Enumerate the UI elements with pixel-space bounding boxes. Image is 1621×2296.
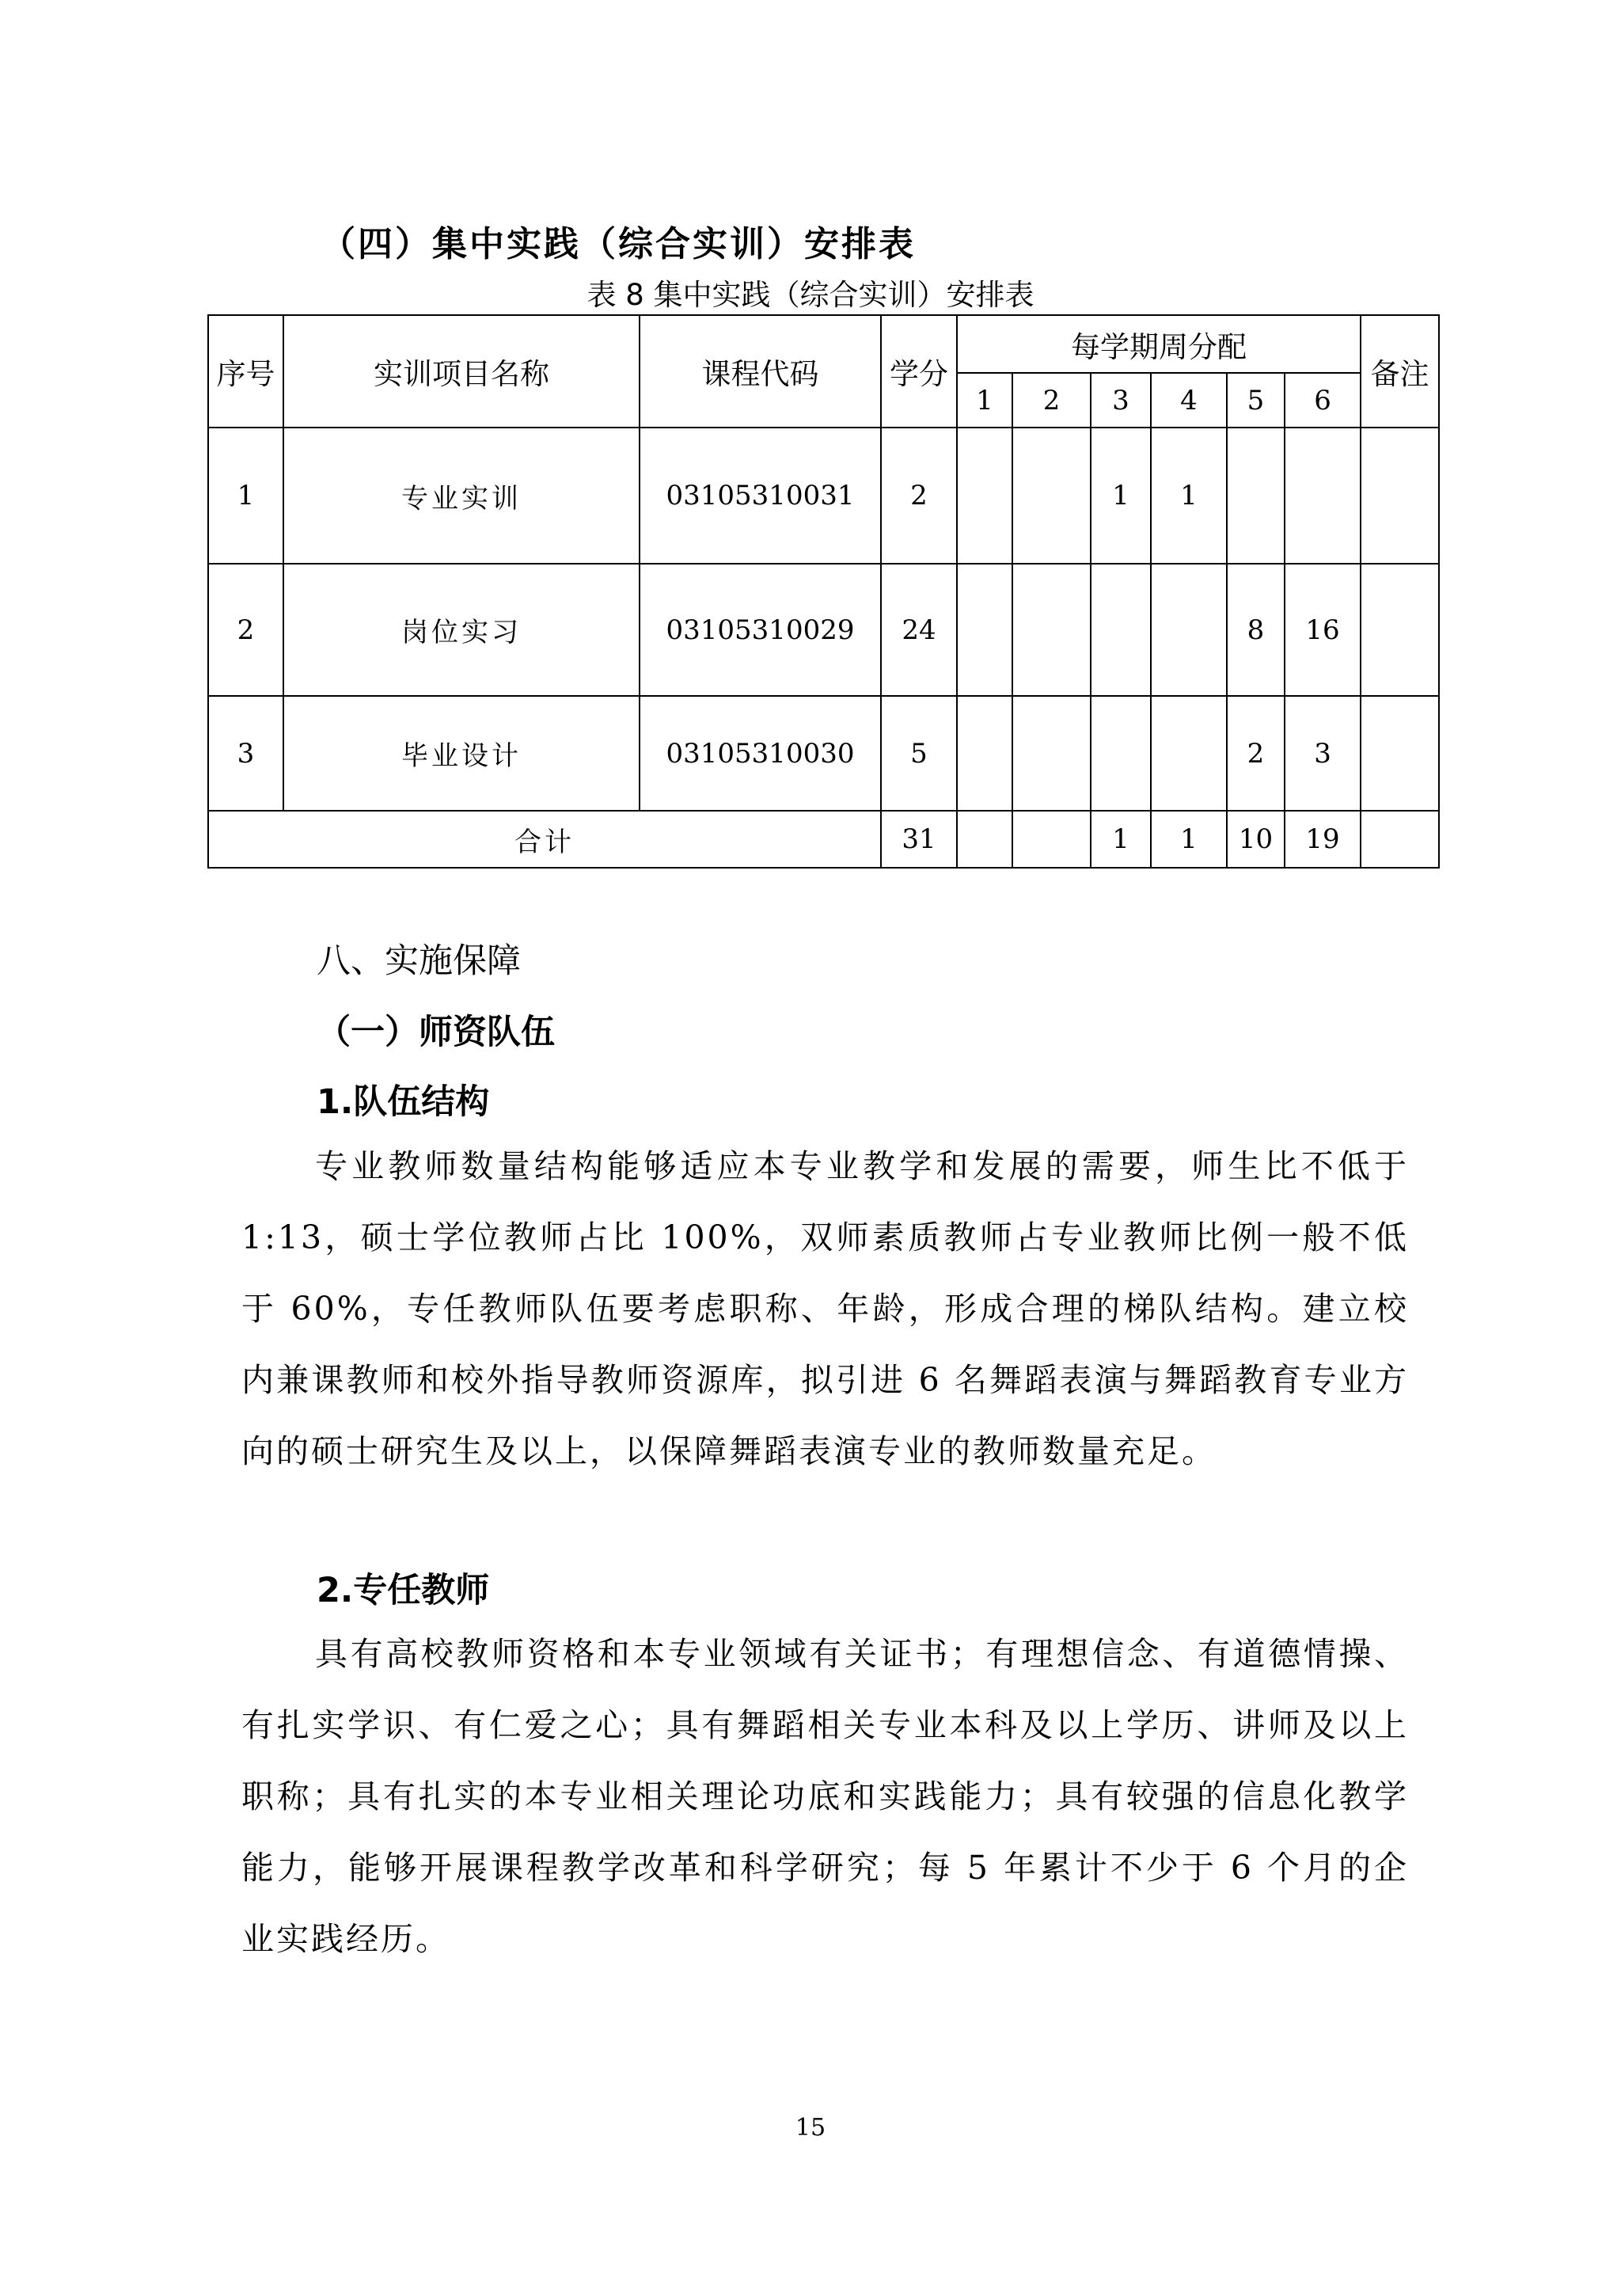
row-week-1 [957, 428, 1012, 564]
total-remark [1361, 811, 1439, 868]
row-week-1 [957, 564, 1012, 696]
item2-paragraph: 具有高校教师资格和本专业领域有关证书；有理想信念、有道德情操、有扎实学识、有仁爱之心；具有舞蹈相关专业本科及以上学历、讲师及以上职称；具有扎实的本专业相关理论功底和实践能力；具有较强的信息化教学能力，能够开展课程教学改革和科学研究；每 5 年累计不少于 6 个月的企业实践经历。 [241, 1635, 1409, 1958]
row-week-4: 1 [1151, 428, 1227, 564]
section-title: （四）集中实践（综合实训）安排表 [321, 224, 916, 264]
row-week-2 [1012, 564, 1091, 696]
header-semester-2: 2 [1012, 373, 1091, 428]
row-week-5: 8 [1227, 564, 1285, 696]
total-week-4: 1 [1151, 811, 1227, 868]
row-week-3: 1 [1091, 428, 1151, 564]
total-label: 合计 [208, 811, 881, 868]
item1-paragraph: 专业教师数量结构能够适应本专业教学和发展的需要，师生比不低于 1:13，硕士学位教师占比 100%，双师素质教师占专业教师比例一般不低于 60%，专任教师队伍要考虑职称、年龄，形成合理的梯队结构。建立校内兼课教师和校外指导教师资源库，拟引进 6 名舞蹈表演与舞蹈教育专业方向的硕士研究生及以上，以保障舞蹈表演专业的教师数量充足。 [241, 1147, 1409, 1470]
header-semester-6: 6 [1285, 373, 1361, 428]
total-week-2 [1012, 811, 1091, 868]
header-weekly-distribution: 每学期周分配 [957, 315, 1361, 373]
row-week-2 [1012, 428, 1091, 564]
row-seq: 3 [208, 696, 283, 811]
chapter-heading: 八、实施保障 [317, 941, 521, 981]
header-seq: 序号 [208, 315, 283, 428]
item1-heading: 1.队伍结构 [317, 1082, 490, 1122]
row-remark [1361, 696, 1439, 811]
row-week-6 [1285, 428, 1361, 564]
row-week-1 [957, 696, 1012, 811]
header-remark: 备注 [1361, 315, 1439, 428]
subsection-heading: （一）师资队伍 [317, 1013, 555, 1052]
row-project-name: 毕业设计 [283, 696, 640, 811]
row-week-5 [1227, 428, 1285, 564]
header-course-code: 课程代码 [640, 315, 881, 428]
row-week-5: 2 [1227, 696, 1285, 811]
header-semester-4: 4 [1151, 373, 1227, 428]
row-course-code: 03105310030 [640, 696, 881, 811]
table-total-row [208, 811, 1439, 868]
header-project-name: 实训项目名称 [283, 315, 640, 428]
row-course-code: 03105310031 [640, 428, 881, 564]
row-seq: 1 [208, 428, 283, 564]
row-week-2 [1012, 696, 1091, 811]
row-seq: 2 [208, 564, 283, 696]
row-week-4 [1151, 696, 1227, 811]
table-row [208, 564, 1439, 696]
total-week-1 [957, 811, 1012, 868]
item2-heading: 2.专任教师 [317, 1571, 490, 1610]
row-credit: 24 [881, 564, 957, 696]
header-semester-5: 5 [1227, 373, 1285, 428]
row-week-3 [1091, 564, 1151, 696]
total-week-3: 1 [1091, 811, 1151, 868]
practice-schedule-table [207, 314, 1440, 869]
total-credit: 31 [881, 811, 957, 868]
row-credit: 5 [881, 696, 957, 811]
table-header-row [208, 315, 1439, 373]
row-remark [1361, 428, 1439, 564]
table-row [208, 428, 1439, 564]
row-week-3 [1091, 696, 1151, 811]
row-week-6: 16 [1285, 564, 1361, 696]
row-credit: 2 [881, 428, 957, 564]
header-credit: 学分 [881, 315, 957, 428]
row-remark [1361, 564, 1439, 696]
table-caption: 表 8 集中实践（综合实训）安排表 [587, 278, 1034, 312]
row-course-code: 03105310029 [640, 564, 881, 696]
row-project-name: 专业实训 [283, 428, 640, 564]
row-week-4 [1151, 564, 1227, 696]
header-semester-1: 1 [957, 373, 1012, 428]
row-week-6: 3 [1285, 696, 1361, 811]
page-number: 15 [795, 2114, 826, 2142]
header-semester-3: 3 [1091, 373, 1151, 428]
row-project-name: 岗位实习 [283, 564, 640, 696]
table-row [208, 696, 1439, 811]
total-week-5: 10 [1227, 811, 1285, 868]
total-week-6: 19 [1285, 811, 1361, 868]
